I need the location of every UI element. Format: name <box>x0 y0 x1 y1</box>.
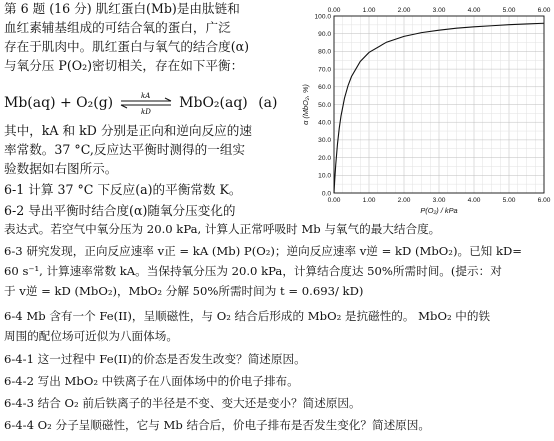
question-6-3-cont: 60 s⁻¹, 计算速率常数 kA。当保持氧分压为 20.0 kPa，计算结合度达 50%所需时间。(提示：对 <box>4 264 502 278</box>
problem-line-2: 血红素辅基组成的可结合氧的蛋白，广泛 <box>4 20 231 35</box>
problem-line-4: 与氧分压 P(O₂)密切相关，存在如下平衡： <box>4 58 244 73</box>
x-tick-label: 4.00 <box>467 197 481 204</box>
x-tick-label-top: 1.00 <box>362 7 376 14</box>
x-axis-label: P(O₂) / kPa <box>420 206 458 215</box>
x-tick-label: 3.00 <box>432 197 446 204</box>
y-tick-label: 0.0 <box>321 190 331 198</box>
question-6-2: 6-2 导出平衡时结合度(α)随氧分压变化的 <box>4 203 236 218</box>
question-6-2-cont: 表达式。若空气中氧分压为 20.0 kPa, 计算人正常呼吸时 Mb 与氧气的最大结合度。 <box>4 222 441 236</box>
y-tick-label: 20.0 <box>318 154 331 162</box>
problem-line-6: 率常数。37 °C,反应达平衡时测得的一组实 <box>4 142 246 157</box>
y-tick-label: 90.0 <box>318 31 331 38</box>
problem-line-5: 其中，kA 和 kD 分别是正向和逆向反应的速 <box>4 123 252 138</box>
x-tick-label-top: 5.00 <box>502 7 516 14</box>
problem-line-3: 存在于肌肉中。肌红蛋白与氧气的结合度(α) <box>4 39 250 54</box>
y-tick-label: 80.0 <box>318 48 331 56</box>
y-tick-label: 40.0 <box>318 119 331 127</box>
equation-right: MbO₂(aq) <box>179 95 248 111</box>
x-tick-label-top: 6.00 <box>537 7 551 14</box>
x-tick-label: 5.00 <box>502 197 516 204</box>
y-tick-label: 60.0 <box>318 84 331 92</box>
y-tick-label: 50.0 <box>318 101 331 109</box>
k-forward-label: kA <box>141 92 151 100</box>
problem-line-1: 第 6 题 (16 分) 肌红蛋白(Mb)是由肽链和 <box>4 1 240 16</box>
x-tick-label: 0.00 <box>327 197 341 204</box>
equation-left: Mb(aq) + O₂(g) <box>4 95 114 111</box>
y-axis-label: α (MbO₂, %) <box>301 84 310 125</box>
y-tick-label: 10.0 <box>318 172 331 180</box>
question-6-3: 6-3 研究发现，正向反应速率 v正 = kA (Mb) P(O₂)；逆向反应速率 v逆 = kD (MbO₂)。已知 kD= <box>4 244 522 258</box>
question-6-4-3: 6-4-3 结合 O₂ 前后铁离子的半径是不变、变大还是变小？简述原因。 <box>4 396 361 410</box>
x-tick-label-top: 3.00 <box>432 7 446 14</box>
x-tick-label: 2.00 <box>397 197 411 204</box>
question-6-4-cont: 周围的配位场可近似为八面体场。 <box>4 329 178 343</box>
y-tick-label: 100.0 <box>314 13 331 21</box>
k-reverse-label: kD <box>141 108 151 115</box>
question-6-4: 6-4 Mb 含有一个 Fe(II)，呈顺磁性，与 O₂ 结合后形成的 MbO₂ 是抗磁性的。 MbO₂ 中的铁 <box>4 309 491 323</box>
equation-label: (a) <box>258 95 278 111</box>
x-tick-label-top: 2.00 <box>397 7 411 14</box>
y-tick-label: 70.0 <box>318 66 331 74</box>
question-6-4-4: 6-4-4 O₂ 分子呈顺磁性，它与 Mb 结合后，价电子排布是否发生变化？简述原因。 <box>4 418 430 432</box>
equilibrium-arrows-icon <box>117 91 175 115</box>
chart-svg <box>298 2 552 218</box>
x-tick-label: 6.00 <box>537 197 551 204</box>
problem-line-7: 验数据如右图所示。 <box>4 161 118 176</box>
question-6-4-2: 6-4-2 写出 MbO₂ 中铁离子在八面体场中的价电子排布。 <box>4 374 299 388</box>
question-6-4-1: 6-4-1 这一过程中 Fe(II)的价态是否发生改变？简述原因。 <box>4 352 306 366</box>
question-6-3-cont2: 于 v逆 = kD (MbO₂)，MbO₂ 分解 50%所需时间为 t = 0.693/ kD) <box>4 284 364 298</box>
y-tick-label: 30.0 <box>318 137 331 145</box>
equilibrium-equation <box>4 91 278 115</box>
oxygen-binding-chart <box>298 2 552 218</box>
x-tick-label-top: 0.00 <box>327 7 341 14</box>
x-tick-label: 1.00 <box>362 197 376 204</box>
question-6-1: 6-1 计算 37 °C 下反应(a)的平衡常数 K。 <box>4 182 242 197</box>
x-tick-label-top: 4.00 <box>467 7 481 14</box>
